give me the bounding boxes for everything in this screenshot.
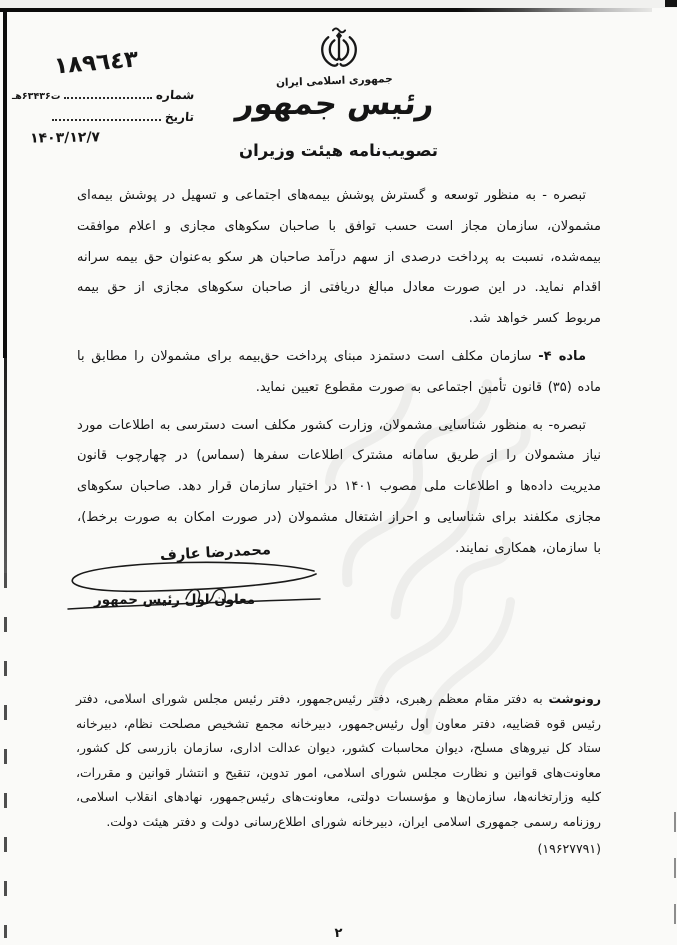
paragraph-tabsareh-2: تبصره- به منظور شناسایی مشمولان، وزارت کشور مکلف است دسترسی به اطلاعات مورد نیاز مشمولان را از طریق سامانه مشترک اطلاعات سفرها (سماس) در چهارچوب قانون مدیریت داده‌ها و اطلاعات ملی مصوب ۱۴۰۱ در اختیار سازمان قرار دهد. صاحبان سکوهای مجازی مکلفند برای شناسایی و احراز اشتغال مشمولان (در صورت امکان به صورت برخط)، با سازمان، همکاری نمایند. bbox=[77, 417, 601, 556]
header-country-name: جمهوری اسلامی ایران bbox=[275, 72, 393, 90]
page-number: ۲ bbox=[334, 926, 343, 941]
number-label: شماره bbox=[155, 88, 195, 102]
date-row bbox=[48, 110, 194, 124]
document-body bbox=[77, 181, 601, 572]
header-president-calligraphy: رئیس جمهور bbox=[233, 86, 436, 122]
scan-left-border-fade bbox=[4, 358, 7, 573]
number-suffix: ت۶۳۴۳۶هـ bbox=[12, 91, 61, 102]
handwritten-number: ۱۸۹٦٤۳ bbox=[53, 46, 140, 80]
distribution-label: رونوشت bbox=[548, 691, 601, 706]
header-document-type: تصویب‌نامه هیئت وزیران bbox=[239, 141, 438, 160]
distribution-paragraph bbox=[76, 687, 601, 835]
scan-top-strip bbox=[0, 0, 677, 8]
dotted-line bbox=[52, 119, 161, 121]
tracking-number: (۱۹۶۲۷۷۹۱) bbox=[537, 840, 601, 856]
scan-left-border-dashed bbox=[4, 573, 7, 938]
signer-title: معاون اول رئیس جمهور bbox=[94, 592, 256, 608]
iran-emblem-icon bbox=[316, 23, 362, 77]
signature-block bbox=[58, 543, 330, 631]
paragraph-article-4 bbox=[77, 342, 601, 404]
signer-name: محمدرضا عارف bbox=[159, 542, 272, 564]
paragraph-tabsareh-1: تبصره - به منظور توسعه و گسترش پوشش بیمه‌های اجتماعی و تسهیل در پوشش بیمه‌ای مشمولان، سازمان مجاز است حسب توافق با صاحبان سکوهای مجازی و اعلام موافقت بیمه‌شده، نسبت به پرداخت درصدی از سهم درآمد صاحبان هر سکو به‌عنوان حق بیمه سرانه اقدام نماید. در این صورت معادل مبالغ دریافتی از صاحبان سکوهای مجازی از حق بیمه مربوط کسر خواهد شد. bbox=[77, 188, 601, 327]
scan-corner-mark bbox=[665, 0, 677, 7]
article-4-label: ماده ۴- bbox=[538, 348, 586, 364]
scan-top-border bbox=[0, 8, 652, 12]
dotted-line bbox=[64, 97, 151, 99]
scan-left-border bbox=[3, 8, 7, 358]
article-4-text: سازمان مکلف است دستمزد مبنای پرداخت حق‌بیمه برای مشمولان را مطابق با ماده (۳۵) قانون تأمین اجتماعی به صورت مقطوع تعیین نماید. bbox=[77, 348, 601, 395]
number-row bbox=[12, 88, 194, 102]
scan-right-border-dashed bbox=[674, 812, 676, 945]
handwritten-date: ۱۴۰۳/۱۲/۷ bbox=[29, 129, 101, 147]
date-label: تاریخ bbox=[164, 110, 195, 124]
distribution-list bbox=[76, 687, 601, 861]
reference-block bbox=[12, 46, 195, 147]
distribution-text: به دفتر مقام معظم رهبری، دفتر رئیس‌جمهور، دفتر رئیس مجلس شورای اسلامی، دفتر رئیس قوه قضاییه، دفتر معاون اول رئیس‌جمهور، دبیرخانه مجمع تشخیص مصلحت نظام، دبیرخانه ستاد کل نیروهای مسلح، دیوان محاسبات کشور، دیوان عدالت اداری، سازمان بازرسی کل کشور، معاونت‌های قوانین و نظارت مجلس شورای اسلامی، امور تدوین، تنقیح و انتشار قوانین و مقررات، کلیه وزارتخانه‌ها، سازمان‌ها و مؤسسات دولتی، معاونت‌های رئیس‌جمهور، نهادهای انقلاب اسلامی، روزنامه رسمی جمهوری اسلامی ایران، دبیرخانه شورای اطلاع‌رسانی دولت و دفتر هیئت دولت. bbox=[76, 691, 601, 829]
